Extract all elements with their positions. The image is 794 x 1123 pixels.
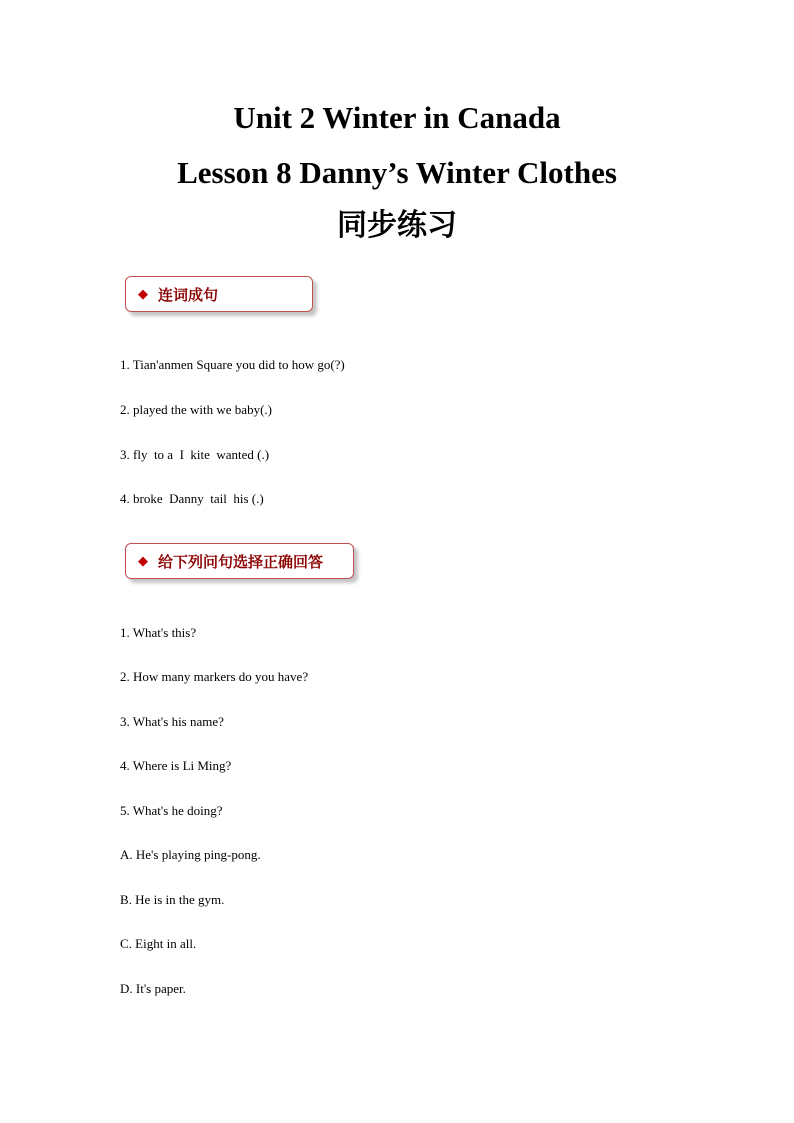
- question-item: 1. What's this?: [120, 625, 197, 640]
- section-label: 连词成句: [158, 285, 219, 304]
- diamond-icon: ◆: [138, 286, 148, 302]
- section-header-sentence-building: [125, 276, 313, 312]
- lesson-title: Lesson 8 Danny’s Winter Clothes: [177, 155, 617, 190]
- list-item: 1. Tian'anmen Square you did to how go(?): [120, 357, 345, 372]
- answer-option: D. It's paper.: [120, 981, 186, 996]
- question-item: 4. Where is Li Ming?: [120, 758, 232, 773]
- question-item: 3. What's his name?: [120, 714, 224, 729]
- list-item: 2. played the with we baby(.): [120, 402, 272, 417]
- question-item: 2. How many markers do you have?: [120, 669, 309, 684]
- unit-title: Unit 2 Winter in Canada: [233, 100, 561, 135]
- subtitle: 同步练习: [337, 208, 457, 243]
- section-header-choose-answers: [125, 543, 354, 579]
- answer-option: B. He is in the gym.: [120, 892, 225, 907]
- section-label: 给下列问句选择正确回答: [158, 552, 324, 571]
- answer-option: C. Eight in all.: [120, 936, 197, 951]
- list-item: 3. fly to a I kite wanted (.): [120, 447, 270, 462]
- list-item: 4. broke Danny tail his (.): [120, 491, 264, 506]
- question-item: 5. What's he doing?: [120, 803, 223, 818]
- diamond-icon: ◆: [138, 553, 148, 569]
- answer-option: A. He's playing ping-pong.: [120, 847, 261, 862]
